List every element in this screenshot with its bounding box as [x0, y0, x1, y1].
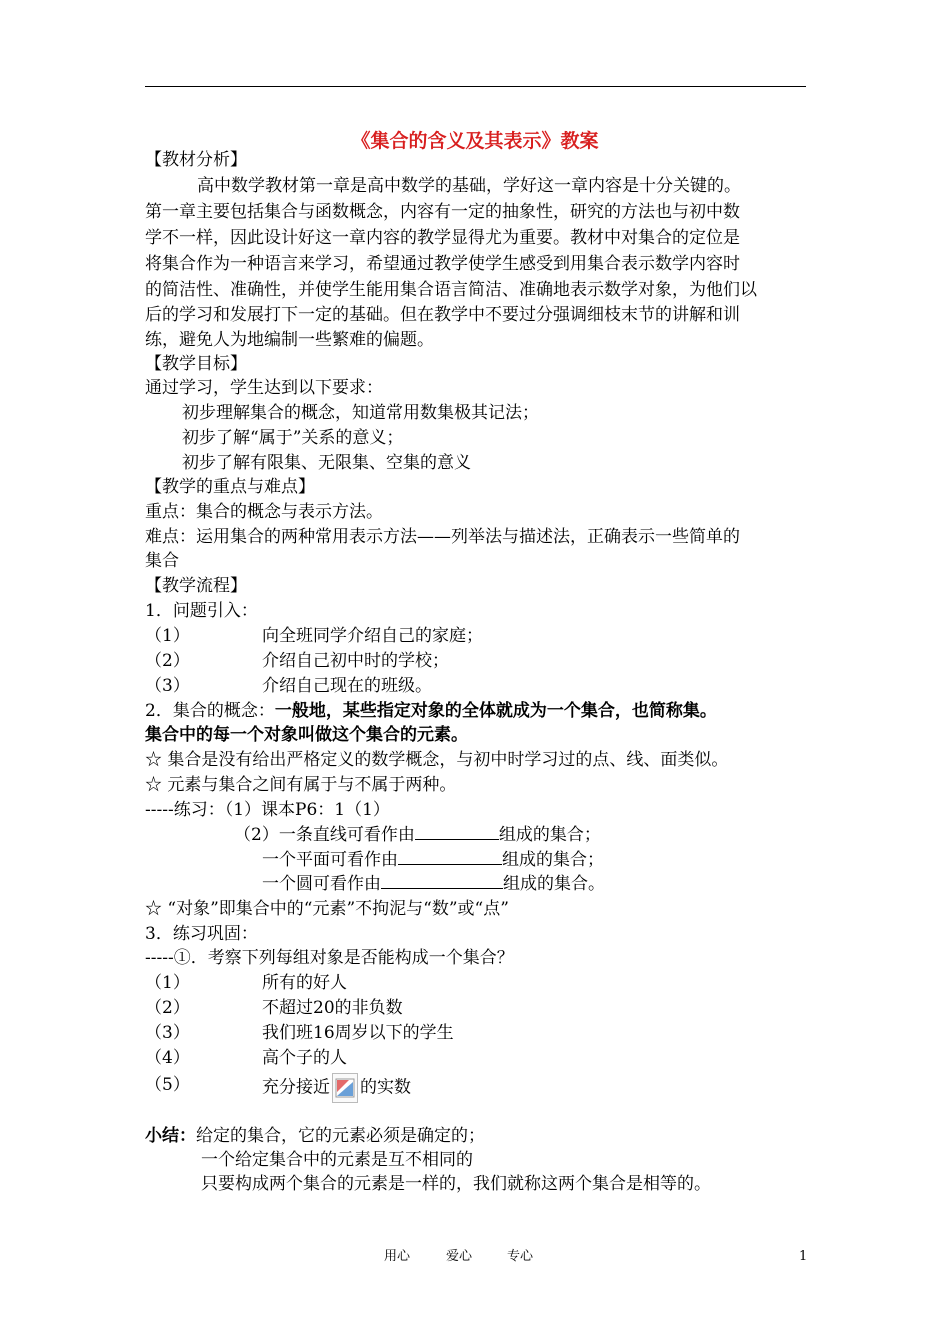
- practice-text: 所有的好人: [262, 973, 347, 993]
- practice-num: （5）: [145, 1075, 190, 1095]
- exercise-blank-line: [234, 823, 601, 847]
- section-heading-analysis: 【教材分析】: [145, 150, 247, 170]
- paragraph-line: 第一章主要包括集合与函数概念，内容有一定的抽象性，研究的方法也与初中数: [145, 202, 740, 222]
- star-note: ☆ 集合是没有给出严格定义的数学概念，与初中时学习过的点、线、面类似。: [145, 750, 729, 770]
- exercise-blank-line: [262, 872, 605, 896]
- paragraph-line: 高中数学教材第一章是高中数学的基础，学好这一章内容是十分关键的。: [197, 176, 741, 196]
- summary-text: 只要构成两个集合的元素是一样的，我们就称这两个集合是相等的。: [201, 1174, 711, 1194]
- practice-num: （1）: [145, 973, 190, 993]
- question-text: 介绍自己初中时的学校；: [262, 651, 449, 671]
- summary-line: [145, 1124, 485, 1148]
- practice-num: （2）: [145, 998, 190, 1018]
- question-text: 向全班同学介绍自己的家庭；: [262, 626, 483, 646]
- goals-intro: 通过学习，学生达到以下要求：: [145, 378, 383, 398]
- concept-element-definition: 集合中的每一个对象叫做这个集合的元素。: [145, 725, 468, 745]
- practice-text: 高个子的人: [262, 1048, 347, 1068]
- document-title: 《集合的含义及其表示》教案: [351, 130, 599, 152]
- practice-text: 我们班16周岁以下的学生: [262, 1023, 454, 1043]
- practice-text: 不超过20的非负数: [262, 998, 403, 1018]
- concept-definition: [145, 699, 717, 723]
- practice-num: （3）: [145, 1023, 190, 1043]
- star-note: ☆ 元素与集合之间有属于与不属于两种。: [145, 775, 457, 795]
- practice-title: 3．练习巩固：: [145, 924, 258, 944]
- exercise-text: 一个圆可看作由: [262, 874, 381, 894]
- footer-word: 专心: [507, 1249, 534, 1264]
- summary-text: 给定的集合，它的元素必须是确定的；: [196, 1126, 485, 1146]
- section-heading-keypoints: 【教学的重点与难点】: [145, 477, 315, 497]
- summary-label: 小结：: [145, 1126, 196, 1146]
- question-intro-title: 1．问题引入：: [145, 601, 258, 621]
- summary-text: 一个给定集合中的元素是互不相同的: [201, 1150, 473, 1170]
- header-rule: [145, 86, 806, 87]
- practice-question: -----①．考察下列每组对象是否能构成一个集合？: [145, 948, 514, 968]
- exercise-text: （2）一条直线可看作由: [234, 825, 415, 845]
- question-num: （3）: [145, 676, 190, 696]
- difficult-point: 难点：运用集合的两种常用表示方法——列举法与描述法，正确表示一些简单的: [145, 527, 740, 547]
- key-point: 重点：集合的概念与表示方法。: [145, 502, 383, 522]
- goal-item: 初步了解“属于”关系的意义；: [182, 428, 404, 448]
- section-heading-goals: 【教学目标】: [145, 354, 247, 374]
- concept-bold: 一般地，某些指定对象的全体就成为一个集合，也简称集。: [274, 701, 717, 721]
- exercise-text: 组成的集合；: [498, 825, 601, 845]
- paragraph-line: 后的学习和发展打下一定的基础。但在教学中不要过分强调细枝末节的讲解和训: [145, 305, 740, 325]
- footer-word: 用心: [384, 1249, 411, 1264]
- practice-text: 的实数: [360, 1077, 411, 1098]
- question-text: 介绍自己现在的班级。: [262, 676, 432, 696]
- paragraph-line: 学不一样，因此设计好这一章内容的教学显得尤为重要。教材中对集合的定位是: [145, 228, 740, 248]
- answer-blank: [415, 823, 499, 840]
- exercise-text: 组成的集合。: [503, 874, 605, 894]
- answer-blank: [398, 848, 502, 865]
- answer-blank: [381, 872, 503, 889]
- paragraph-line: 练，避免人为地编制一些繁难的偏题。: [145, 330, 434, 350]
- page-number: 1: [799, 1249, 808, 1264]
- exercise-line: -----练习：（1）课本P6：1（1）: [145, 800, 390, 820]
- exercise-text: 一个平面可看作由: [262, 850, 398, 870]
- goal-item: 初步理解集合的概念，知道常用数集极其记法；: [182, 403, 539, 423]
- practice-num: （4）: [145, 1048, 190, 1068]
- question-num: （2）: [145, 651, 190, 671]
- concept-prefix: 2．集合的概念：: [145, 701, 275, 721]
- broken-image-icon: [332, 1073, 358, 1103]
- goal-item: 初步了解有限集、无限集、空集的意义: [182, 453, 471, 473]
- footer-word: 爱心: [446, 1249, 473, 1264]
- section-heading-process: 【教学流程】: [145, 576, 247, 596]
- star-note: ☆ “对象”即集合中的“元素”不拘泥与“数”或“点”: [145, 899, 509, 919]
- exercise-blank-line: [262, 848, 604, 872]
- question-num: （1）: [145, 626, 190, 646]
- exercise-text: 组成的集合；: [502, 850, 604, 870]
- paragraph-line: 的简洁性、准确性，并使学生能用集合语言简洁、准确地表示数学对象，为他们以: [145, 280, 757, 300]
- paragraph-line: 将集合作为一种语言来学习，希望通过教学使学生感受到用集合表示数学内容时: [145, 254, 740, 274]
- practice-item-5: [262, 1073, 411, 1103]
- practice-text: 充分接近: [262, 1077, 330, 1098]
- difficult-point-cont: 集合: [145, 551, 179, 571]
